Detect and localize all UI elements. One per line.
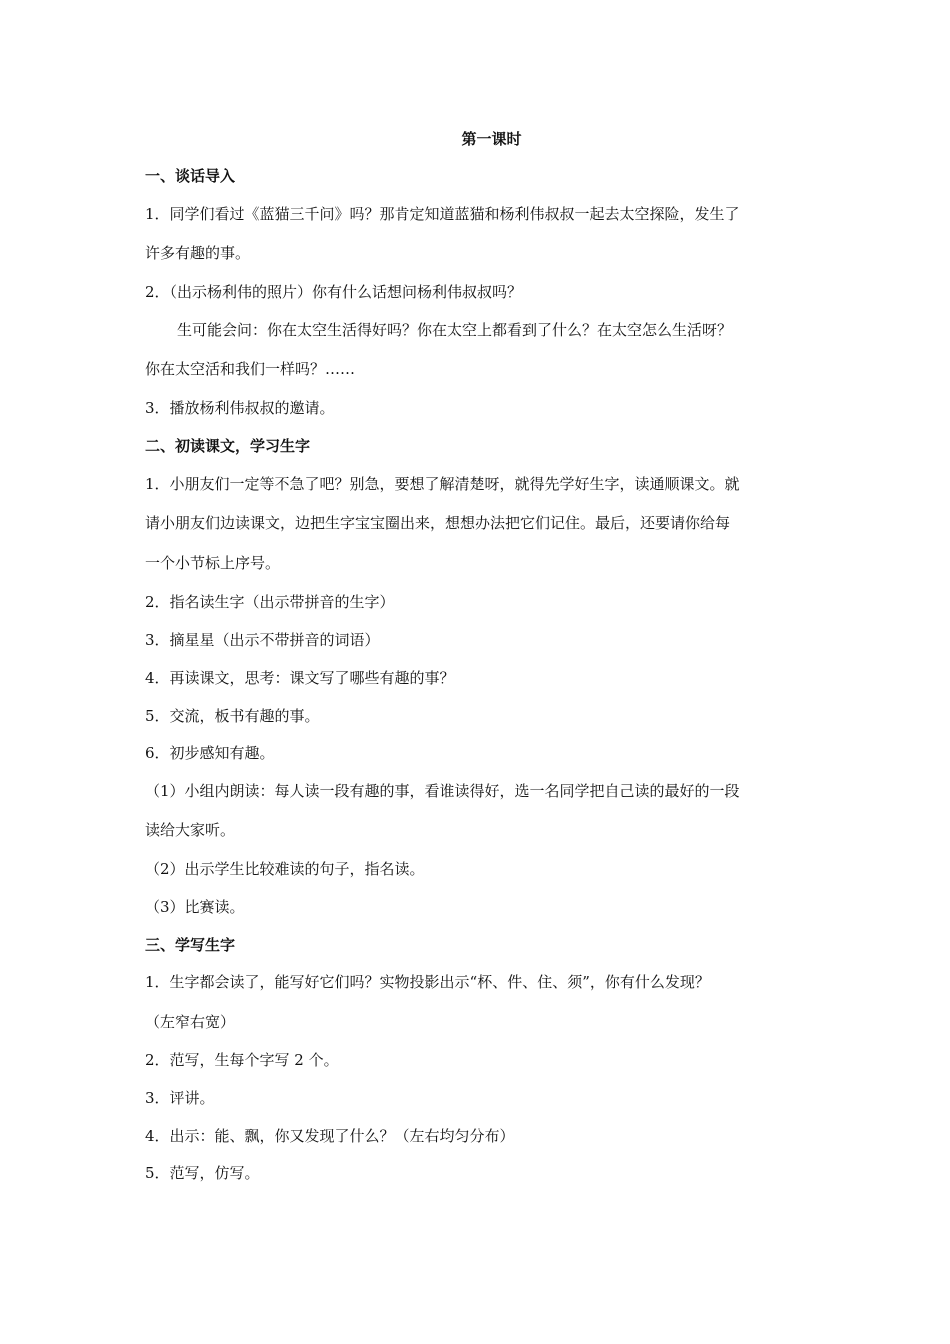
paragraph-line: 1．生字都会读了，能写好它们吗？实物投影出示“杯、件、住、须”，你有什么发现？ [145, 973, 710, 991]
paragraph-line: （2）出示学生比较难读的句子，指名读。 [145, 860, 425, 878]
paragraph-line: 生可能会问：你在太空生活得好吗？你在太空上都看到了什么？在太空怎么生活呀？ [177, 321, 733, 339]
paragraph-line: 4．出示：能、飘，你又发现了什么？（左右均匀分布） [145, 1127, 515, 1145]
paragraph-line: （1）小组内朗读：每人读一段有趣的事，看谁读得好，选一名同学把自己读的最好的一段 [145, 782, 740, 800]
section-heading: 二、初读课文，学习生字 [145, 437, 311, 455]
paragraph-line: 2．指名读生字（出示带拼音的生字） [145, 593, 395, 611]
paragraph-line: 你在太空活和我们一样吗？…… [145, 360, 356, 378]
section-heading: 三、学写生字 [145, 936, 236, 954]
paragraph-line: 请小朋友们边读课文，边把生字宝宝圈出来，想想办法把它们记住。最后，还要请你给每 [145, 514, 731, 532]
paragraph-line: 许多有趣的事。 [145, 244, 251, 262]
paragraph-line: 1．小朋友们一定等不急了吧？别急，要想了解清楚呀，就得先学好生字，读通顺课文。就 [145, 475, 740, 493]
paragraph-line: 6．初步感知有趣。 [145, 744, 275, 762]
paragraph-line: 3．评讲。 [145, 1089, 215, 1107]
paragraph-line: 5．交流，板书有趣的事。 [145, 707, 320, 725]
paragraph-line: 4．再读课文，思考：课文写了哪些有趣的事？ [145, 669, 455, 687]
paragraph-line: （左窄右宽） [145, 1013, 236, 1031]
paragraph-line: 1．同学们看过《蓝猫三千问》吗？那肯定知道蓝猫和杨利伟叔叔一起去太空探险，发生了 [145, 205, 740, 223]
paragraph-line: 读给大家听。 [145, 821, 236, 839]
paragraph-line: 3．摘星星（出示不带拼音的词语） [145, 631, 380, 649]
paragraph-line: 2．范写，生每个字写 2 个。 [145, 1051, 339, 1069]
paragraph-line: （3）比赛读。 [145, 898, 245, 916]
section-heading: 一、谈话导入 [145, 167, 236, 185]
page-title: 第一课时 [461, 130, 522, 148]
paragraph-line: 一个小节标上序号。 [145, 554, 281, 572]
paragraph-line: 3．播放杨利伟叔叔的邀请。 [145, 399, 335, 417]
paragraph-line: 2．（出示杨利伟的照片）你有什么话想问杨利伟叔叔吗？ [145, 283, 523, 301]
paragraph-line: 5．范写，仿写。 [145, 1164, 260, 1182]
